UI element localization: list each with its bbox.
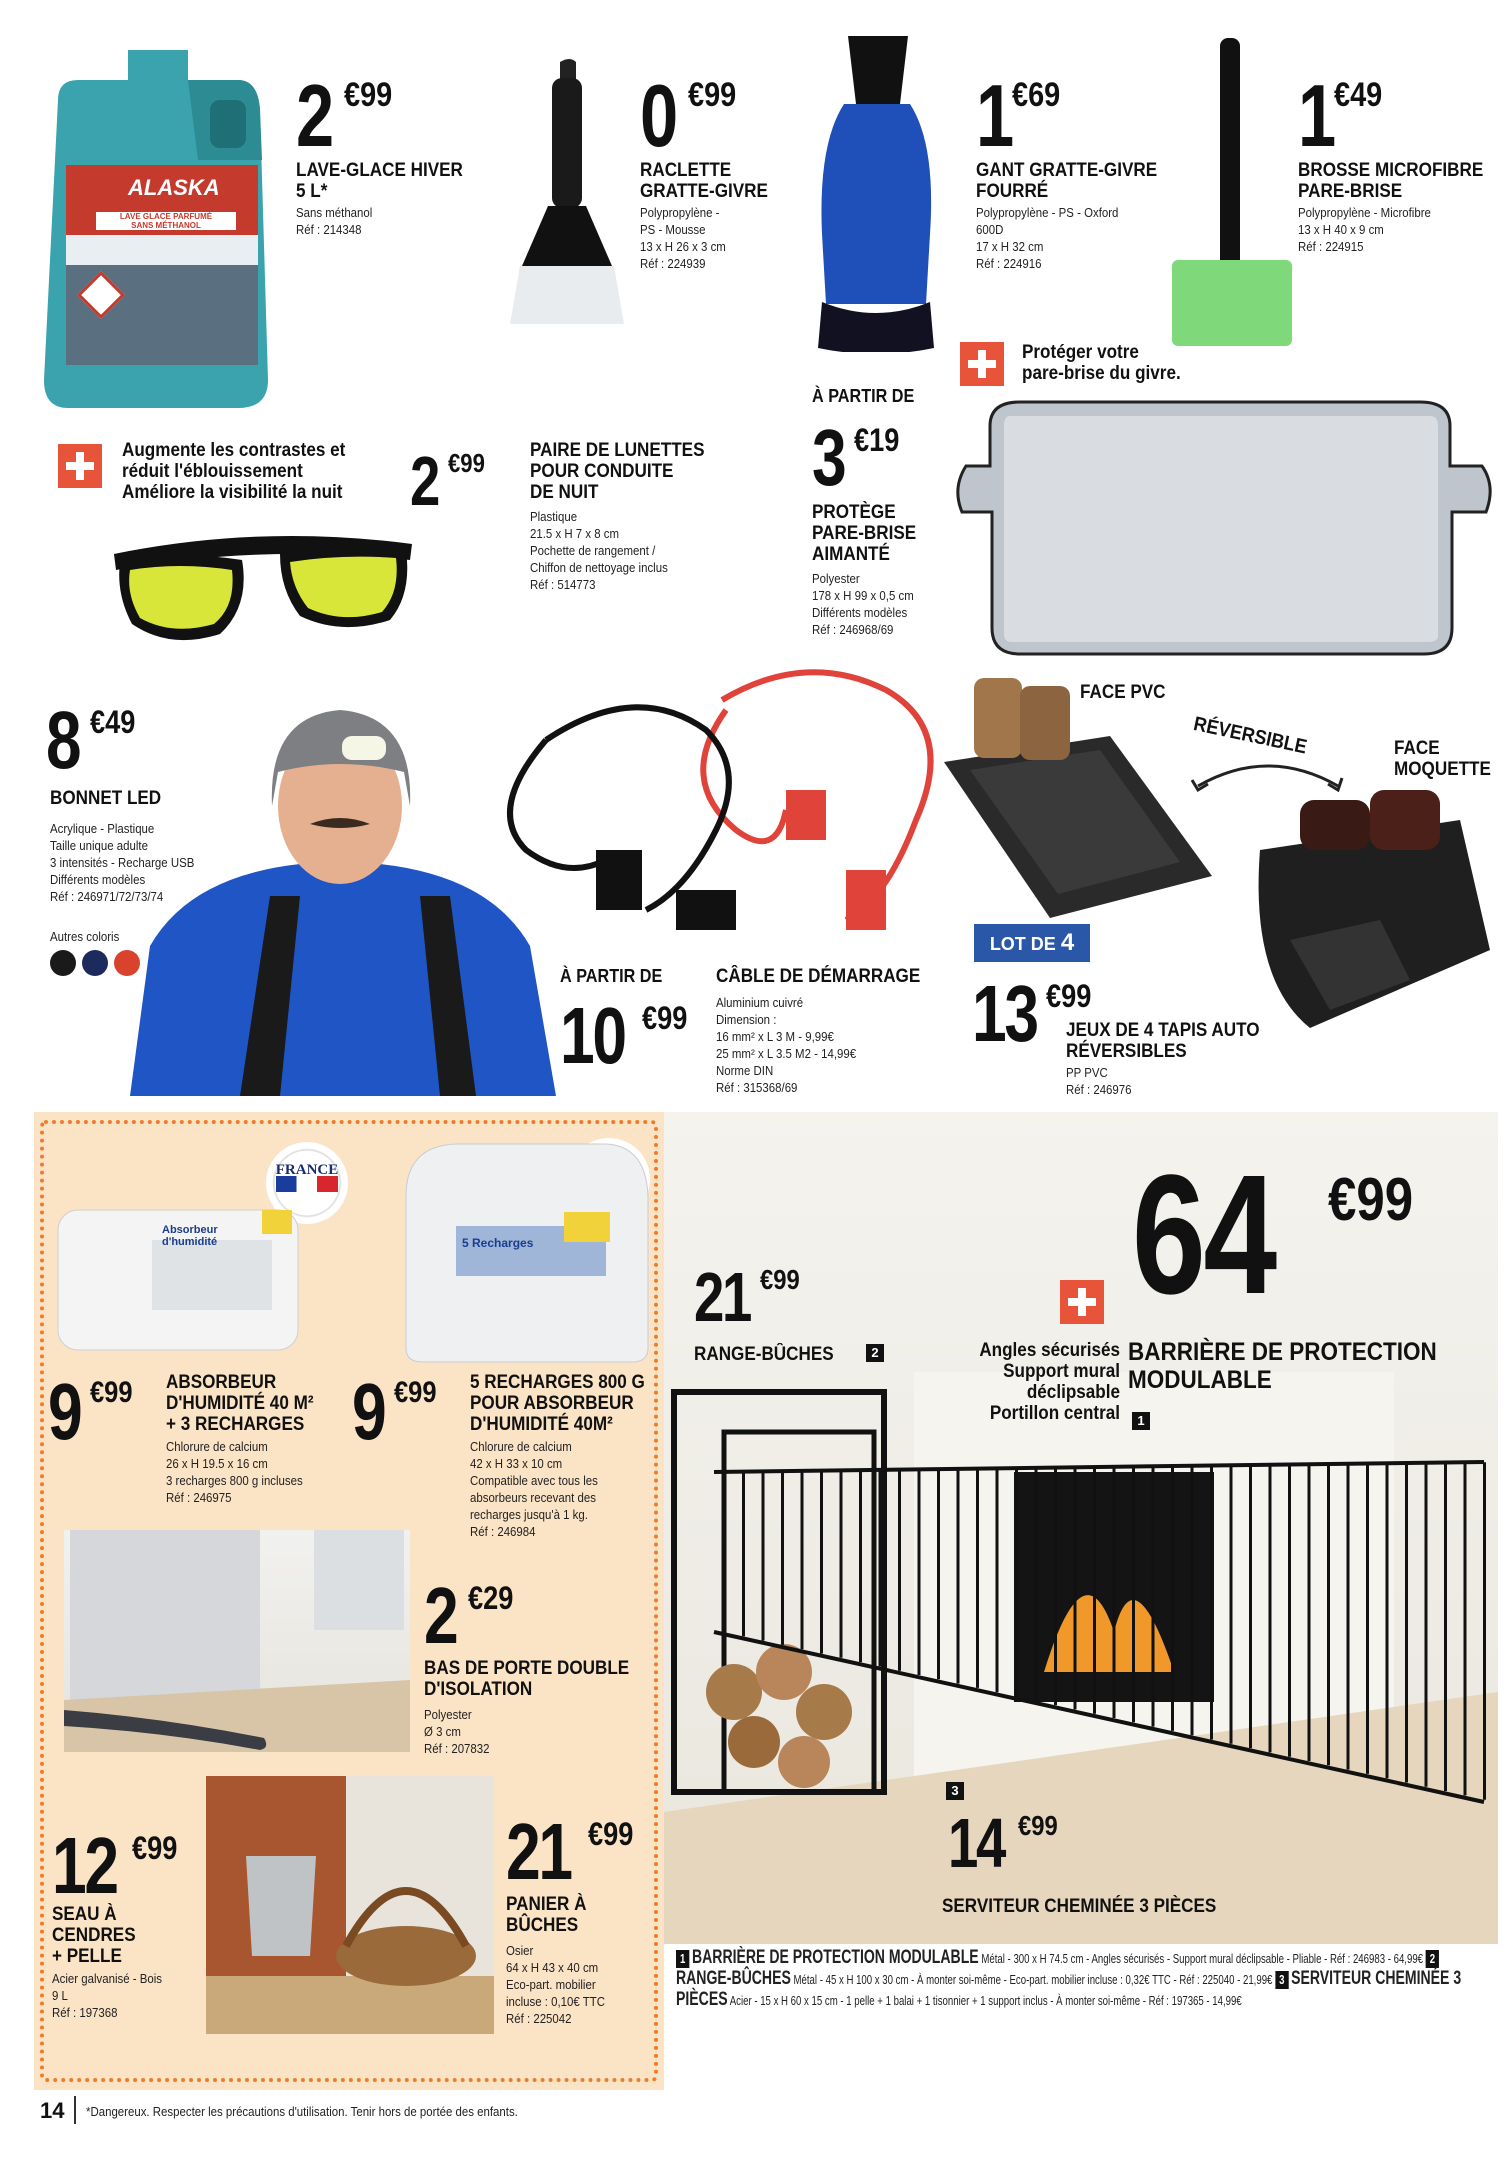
- lunettes-price: 2 €99: [410, 442, 485, 520]
- protege-benefit: Protéger votre pare-brise du givre.: [1022, 342, 1181, 384]
- number-badge: 1: [1132, 1412, 1150, 1430]
- lave-glace-pack-label: LAVE GLACE PARFUMÉ SANS MÉTHANOL: [96, 212, 236, 230]
- product-legend: [676, 1948, 1486, 2011]
- barriere-features: Angles sécurisés Support mural déclipsable Portillon central: [979, 1340, 1120, 1424]
- barriere-title: BARRIÈRE DE PROTECTION MODULABLE: [1128, 1338, 1437, 1394]
- raclette-image: [500, 56, 630, 326]
- recharges-price: 9 €99: [352, 1367, 437, 1456]
- bonnet-colors-label: Autres coloris: [50, 929, 120, 944]
- tapis-pvc-image: [940, 666, 1212, 926]
- seau-title: SEAU À CENDRES + PELLE: [52, 1904, 136, 1967]
- tapis-details: PP PVC Réf : 246976: [1066, 1065, 1132, 1097]
- number-badge: 2: [866, 1344, 884, 1362]
- lave-glace-brand: ALASKA: [128, 175, 220, 200]
- gant-details: Polypropylène - PS - Oxford 600D 17 x H 32 cm Réf : 224916: [976, 205, 1119, 271]
- basporte-details: Polyester Ø 3 cm Réf : 207832: [424, 1707, 490, 1756]
- plus-icon: [1060, 1280, 1104, 1324]
- page-number: 14: [40, 2098, 65, 2123]
- protege-prefix: À PARTIR DE: [812, 386, 915, 406]
- footer-divider: [74, 2096, 76, 2124]
- brosse-title: BROSSE MICROFIBRE PARE-BRISE: [1298, 160, 1484, 202]
- lave-glace-image: [38, 40, 274, 412]
- legend-title: BARRIÈRE DE PROTECTION MODULABLE: [692, 1947, 979, 1968]
- protege-title: PROTÈGE PARE-BRISE AIMANTÉ: [812, 502, 917, 565]
- protege-price: 3 €19: [812, 413, 900, 502]
- serviteur-price: 14 €99: [948, 1804, 1058, 1882]
- absorbeur-details: Chlorure de calcium 26 x H 19.5 x 16 cm 3 recharges 800 g incluses Réf : 246975: [166, 1439, 303, 1505]
- recharges-pack-text: 5 Recharges: [462, 1236, 534, 1250]
- gant-image: [808, 34, 944, 352]
- raclette-details: Polypropylène - PS - Mousse 13 x H 26 x 3 cm Réf : 224939: [640, 205, 726, 271]
- lunettes-title: PAIRE DE LUNETTES POUR CONDUITE DE NUIT: [530, 440, 705, 503]
- legend-title: RANGE-BÛCHES: [676, 1968, 791, 1989]
- protege-details: Polyester 178 x H 99 x 0,5 cm Différents modèles Réf : 246968/69: [812, 571, 914, 637]
- cable-prefix: À PARTIR DE: [560, 966, 663, 986]
- basporte-price: 2 €29: [424, 1571, 514, 1660]
- tapis-title: JEUX DE 4 TAPIS AUTO RÉVERSIBLES: [1066, 1020, 1260, 1062]
- raclette-price: 0 €99: [640, 66, 737, 165]
- lave-glace-price: 2 €99: [296, 66, 393, 165]
- footer-note: *Dangereux. Respecter les précautions d'utilisation. Tenir hors de portée des enfants.: [86, 2104, 518, 2119]
- brosse-price: 1 €49: [1298, 66, 1383, 165]
- number-badge: 2: [1426, 1950, 1439, 1968]
- face-moquette-label: FACE MOQUETTE: [1394, 738, 1491, 780]
- lave-glace-title: LAVE-GLACE HIVER 5 L*: [296, 160, 463, 202]
- recharges-title: 5 RECHARGES 800 G POUR ABSORBEUR D'HUMIDITÉ 40M²: [470, 1372, 645, 1435]
- raclette-title: RACLETTE GRATTE-GIVRE: [640, 160, 768, 202]
- legend-text: Métal - 300 x H 74.5 cm - Angles sécurisés - Support mural déclipsable - Pliable - Réf : 246983 - 64,99€: [981, 1951, 1424, 1966]
- absorbeur-image: [52, 1200, 304, 1360]
- bonnet-price: 8 €49: [46, 695, 136, 786]
- bonnet-title: BONNET LED: [50, 788, 162, 809]
- france-badge: FRANCE: [266, 1142, 348, 1224]
- lunettes-details: Plastique 21.5 x H 7 x 8 cm Pochette de rangement / Chiffon de nettoyage inclus Réf : 514773: [530, 509, 668, 592]
- brosse-image: [1168, 38, 1296, 348]
- brosse-details: Polypropylène - Microfibre 13 x H 40 x 9 cm Réf : 224915: [1298, 205, 1431, 254]
- absorbeur-pack-text: Absorbeur d'humidité: [162, 1224, 218, 1248]
- number-badge: 3: [946, 1782, 964, 1800]
- face-pvc-label: FACE PVC: [1080, 682, 1166, 703]
- reversible-label: RÉVERSIBLE: [1191, 713, 1309, 759]
- legend-title: SERVITEUR CHEMINÉE 3 PIÈCES: [676, 1968, 1462, 2010]
- lunettes-image: [110, 514, 416, 654]
- color-swatch[interactable]: [50, 950, 76, 976]
- basporte-image: [64, 1530, 410, 1752]
- panier-price: 21 €99: [506, 1807, 634, 1896]
- fireplace-scene: [664, 1112, 1498, 1944]
- bonnet-details: Acrylique - Plastique Taille unique adulte 3 intensités - Recharge USB Différents modèles Réf : 246971/72/73/74: [50, 821, 195, 904]
- recharges-details: Chlorure de calcium 42 x H 33 x 10 cm Compatible avec tous les absorbeurs recevant des recharges jusqu'à 1 kg. Réf : 246984: [470, 1439, 598, 1539]
- tapis-moquette-image: [1230, 780, 1498, 1030]
- panier-title: PANIER À BÛCHES: [506, 1894, 587, 1936]
- rangebuches-title: RANGE-BÛCHES: [694, 1344, 834, 1365]
- color-swatch[interactable]: [82, 950, 108, 976]
- legend-text: Métal - 45 x H 100 x 30 cm - À monter soi-même - Eco-part. mobilier incluse : 0,32€ TTC - Réf : 225040 - 21,99€: [793, 1972, 1273, 1987]
- cable-image: [486, 660, 956, 960]
- tapis-price: 13 €99: [972, 969, 1092, 1058]
- barriere-price: 64 €99: [1132, 1140, 1414, 1330]
- seau-panier-image: [206, 1776, 494, 2034]
- rangebuches-price: 21 €99: [694, 1258, 800, 1336]
- basporte-title: BAS DE PORTE DOUBLE D'ISOLATION: [424, 1658, 630, 1700]
- legend-text: Acier - 15 x H 60 x 15 cm - 1 pelle + 1 balai + 1 tisonnier + 1 support inclus - À monter soi-même - Réf : 197365 - 14,99€: [729, 1993, 1242, 2008]
- protege-image: [950, 396, 1498, 660]
- number-badge: 1: [676, 1950, 689, 1968]
- lunettes-benefit: Augmente les contrastes et réduit l'éblouissement Améliore la visibilité la nuit: [122, 440, 346, 503]
- serviteur-title: SERVITEUR CHEMINÉE 3 PIÈCES: [942, 1896, 1217, 1917]
- lave-glace-details: Sans méthanol Réf : 214348: [296, 205, 373, 237]
- recharges-image: [396, 1136, 658, 1366]
- bonnet-color-swatches: [50, 950, 140, 976]
- absorbeur-price: 9 €99: [48, 1367, 133, 1456]
- seau-details: Acier galvanisé - Bois 9 L Réf : 197368: [52, 1971, 162, 2020]
- plus-icon: [58, 444, 102, 488]
- number-badge: 3: [1275, 1971, 1288, 1989]
- cable-details: Aluminium cuivré Dimension : 16 mm² x L 3 M - 9,99€ 25 mm² x L 3.5 M2 - 14,99€ Norme DIN Réf : 315368/69: [716, 995, 857, 1095]
- cable-price: 10 €99: [560, 991, 688, 1080]
- gant-price: 1 €69: [976, 66, 1061, 165]
- cable-title: CÂBLE DE DÉMARRAGE: [716, 966, 921, 987]
- plus-icon: [960, 342, 1004, 386]
- gant-title: GANT GRATTE-GIVRE FOURRÉ: [976, 160, 1158, 202]
- seau-price: 12 €99: [52, 1821, 178, 1910]
- lot-badge: LOT DE 4: [974, 924, 1090, 962]
- panier-details: Osier 64 x H 43 x 40 cm Eco-part. mobilier incluse : 0,10€ TTC Réf : 225042: [506, 1943, 605, 2026]
- absorbeur-title: ABSORBEUR D'HUMIDITÉ 40 M² + 3 RECHARGES: [166, 1372, 314, 1435]
